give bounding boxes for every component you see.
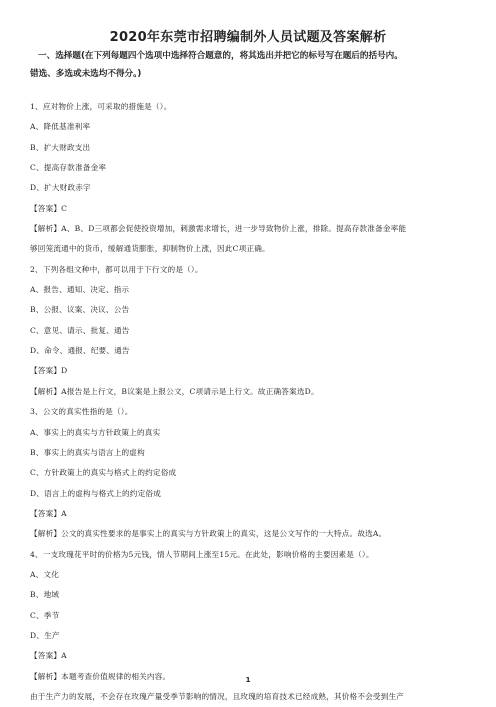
text-line: 由于生产力的发展，不会存在玫瑰产量受季节影响的情况，且玫瑰的培育技术已经成熟，其价格不会受到生产 (30, 691, 405, 701)
text-line: 【解析】公文的真实性要求的是事实上的真实与方针政策上的真实，这是公文写作的一大特点。故选A。 (30, 529, 387, 539)
text-line: 3、公文的真实性指的是（）。 (30, 407, 133, 417)
page-number: 1 (245, 676, 251, 684)
text-line: A、报告、通知、决定、指示 (30, 285, 130, 295)
text-line: 【答案】A (30, 508, 67, 518)
text-line: 【解析】A、B、D三项都会促使投资增加，刺激需求增长，进一步导致物价上涨，排除。提高存款准备金率能 (30, 224, 407, 234)
text-line: 【答案】A (30, 651, 67, 661)
text-line: B、扩大财政支出 (30, 142, 91, 152)
text-line: B、公报、议案、决议、公告 (30, 305, 130, 315)
question-list (30, 97, 474, 707)
text-line: 1、应对物价上涨，可采取的措施是（）。 (30, 102, 172, 111)
text-line: 【解析】A报告是上行文，B议案是上报公文，C项请示是上行文。故正确答案选D。 (30, 386, 319, 396)
text-line: D、生产 (30, 630, 60, 640)
text-line: A、降低基准利率 (30, 122, 91, 132)
instruction-line: 错选、多选或未选均不得分。) (30, 69, 142, 79)
text-line: 【解析】本题考查价值规律的相关内容。 (30, 671, 171, 681)
text-line: 2、下列各组文种中，都可以用于下行文的是（）。 (30, 264, 203, 274)
text-line: 够回笼流通中的货币，缓解通货膨胀，抑制物价上涨，因此C项正确。 (30, 244, 270, 254)
text-line: C、季节 (30, 610, 60, 620)
text-line: D、语言上的虚构与格式上的约定俗成 (30, 488, 161, 498)
instruction-line: 一、选择题(在下列每题四个选项中选择符合题意的，将其选出并把它的标号写在题后的括号内。 (38, 51, 403, 61)
text-line: D、扩大财政赤字 (30, 183, 91, 193)
text-line: A、文化 (30, 569, 60, 579)
text-line: 4、一支玫瑰花平时的价格为5元钱，情人节期间上涨至15元。在此处，影响价格的主要因素是（）。 (30, 549, 374, 559)
text-line: C、方针政策上的真实与格式上的约定俗成 (30, 468, 177, 478)
text-line: 【答案】D (30, 366, 68, 376)
text-line: A、事实上的真实与方针政策上的真实 (30, 427, 161, 437)
document-title: 2020年东莞市招聘编制外人员试题及答案解析 (109, 30, 387, 45)
text-line: C、提高存款准备金率 (30, 163, 107, 173)
text-line: B、地域 (30, 590, 60, 600)
text-line: D、命令、通报、纪要、通告 (30, 346, 130, 356)
section-instruction (30, 47, 472, 83)
text-line: B、事实上的真实与语言上的虚构 (30, 447, 145, 457)
text-line: C、意见、请示、批复、通告 (30, 325, 130, 335)
text-line: 【答案】C (30, 203, 68, 213)
